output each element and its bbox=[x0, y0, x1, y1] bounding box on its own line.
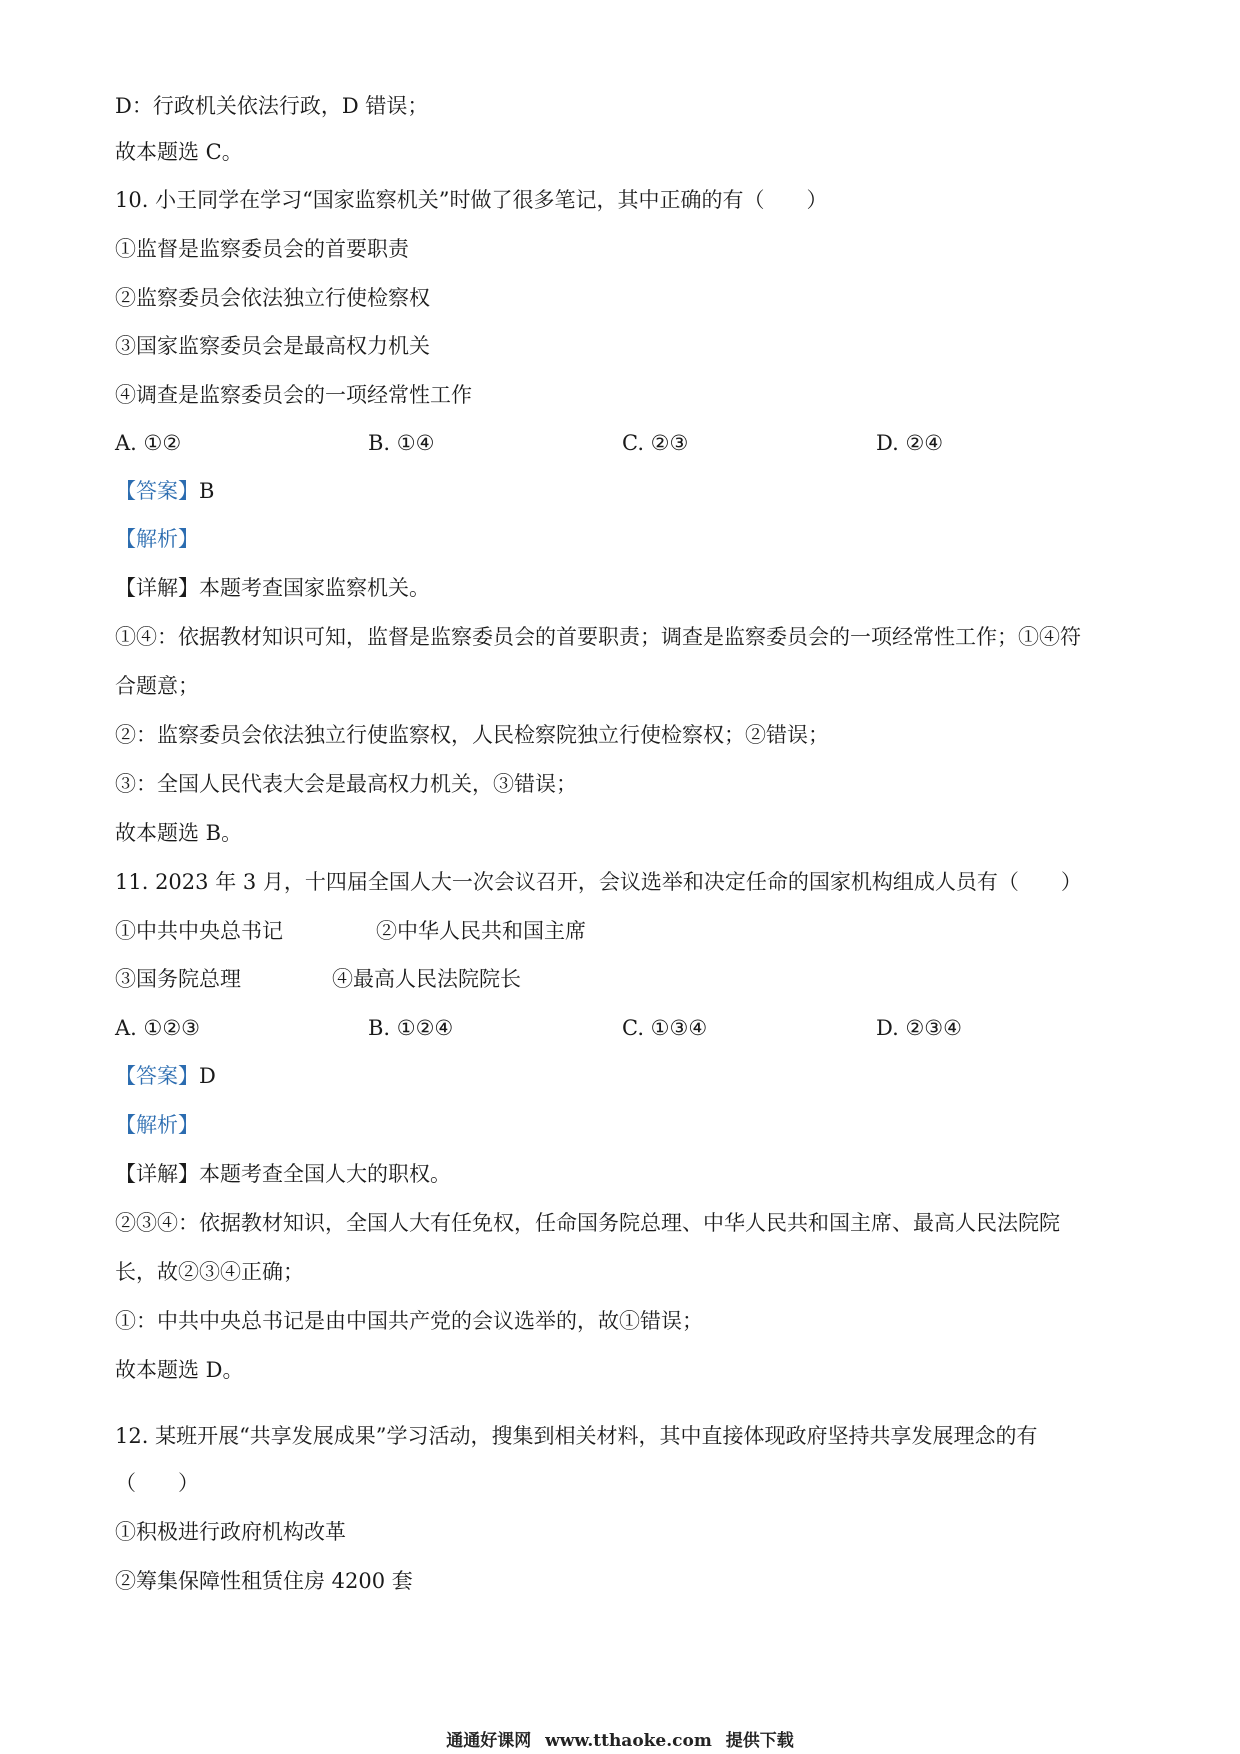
question-12-statement: ①积极进行政府机构改革 bbox=[115, 1520, 346, 1544]
explanation-line: ②：监察委员会依法独立行使监察权，人民检察院独立行使检察权；②错误； bbox=[115, 723, 829, 747]
detail-tag: 【详解】 bbox=[115, 576, 199, 600]
answer-tag: 【答案】 bbox=[115, 1064, 199, 1088]
explanation-line: ①：中共中央总书记是由中国共产党的会议选举的，故①错误； bbox=[115, 1309, 703, 1333]
question-11-detail bbox=[115, 1159, 451, 1189]
question-11-item: ②中华人民共和国主席 bbox=[376, 919, 586, 943]
answer-tag: 【答案】 bbox=[115, 479, 199, 503]
explanation-line: 长，故②③④正确； bbox=[115, 1260, 304, 1284]
text-line: D：行政机关依法行政，D 错误； bbox=[115, 94, 429, 118]
question-10-analysis bbox=[115, 524, 199, 554]
question-10-statement: ②监察委员会依法独立行使检察权 bbox=[115, 286, 430, 310]
question-11-stem: 11. 2023 年 3 月，十四届全国人大一次会议召开，会议选举和决定任命的国家机构组成人员有（ ） bbox=[115, 870, 1082, 894]
option-c: C. ①③④ bbox=[622, 1016, 708, 1040]
option-b: B. ①②④ bbox=[368, 1016, 454, 1040]
explanation-line: ③：全国人民代表大会是最高权力机关，③错误； bbox=[115, 772, 577, 796]
analysis-tag: 【解析】 bbox=[115, 527, 199, 551]
option-b: B. ①④ bbox=[368, 431, 435, 455]
detail-tag: 【详解】 bbox=[115, 1162, 199, 1186]
question-10-detail bbox=[115, 573, 430, 603]
option-c: C. ②③ bbox=[622, 431, 689, 455]
explanation-line: 合题意； bbox=[115, 674, 199, 698]
question-10-statement: ③国家监察委员会是最高权力机关 bbox=[115, 334, 430, 358]
explanation-line: ①④：依据教材知识可知，监督是监察委员会的首要职责；调查是监察委员会的一项经常性工作；①④符 bbox=[115, 625, 1081, 649]
answer-value: D bbox=[199, 1064, 216, 1088]
detail-text: 本题考查国家监察机关。 bbox=[199, 576, 430, 600]
question-11-item: ③国务院总理 bbox=[115, 967, 241, 991]
option-a: A. ①②③ bbox=[115, 1016, 200, 1040]
answer-value: B bbox=[199, 479, 215, 503]
option-a: A. ①② bbox=[115, 431, 182, 455]
explanation-line: 故本题选 D。 bbox=[115, 1358, 244, 1382]
page-footer bbox=[0, 1730, 1240, 1752]
question-10-statement: ①监督是监察委员会的首要职责 bbox=[115, 237, 409, 261]
question-10-answer bbox=[115, 476, 214, 506]
question-12-statement: ②筹集保障性租赁住房 4200 套 bbox=[115, 1569, 413, 1593]
text-line: 故本题选 C。 bbox=[115, 140, 243, 164]
detail-text: 本题考查全国人大的职权。 bbox=[199, 1162, 451, 1186]
question-12-stem: 12. 某班开展“共享发展成果”学习活动，搜集到相关材料，其中直接体现政府坚持共享发展理念的有 bbox=[115, 1424, 1038, 1448]
question-10-stem: 10. 小王同学在学习“国家监察机关”时做了很多笔记，其中正确的有（ ） bbox=[115, 188, 828, 212]
footer-url[interactable]: www.tthaoke.com bbox=[545, 1731, 712, 1751]
footer-note: 提供下载 bbox=[725, 1731, 794, 1751]
question-12-stem-blank: （ ） bbox=[115, 1471, 199, 1495]
question-11-item: ①中共中央总书记 bbox=[115, 919, 283, 943]
option-d: D. ②④ bbox=[876, 431, 944, 455]
analysis-tag: 【解析】 bbox=[115, 1113, 199, 1137]
question-11-analysis bbox=[115, 1110, 199, 1140]
option-d: D. ②③④ bbox=[876, 1016, 962, 1040]
question-11-item: ④最高人民法院院长 bbox=[332, 967, 521, 991]
explanation-line: ②③④：依据教材知识，全国人大有任免权，任命国务院总理、中华人民共和国主席、最高人民法院院 bbox=[115, 1211, 1060, 1235]
question-10-statement: ④调查是监察委员会的一项经常性工作 bbox=[115, 383, 472, 407]
footer-site-name: 通通好课网 bbox=[446, 1731, 532, 1751]
question-11-answer bbox=[115, 1061, 216, 1091]
explanation-line: 故本题选 B。 bbox=[115, 821, 243, 845]
